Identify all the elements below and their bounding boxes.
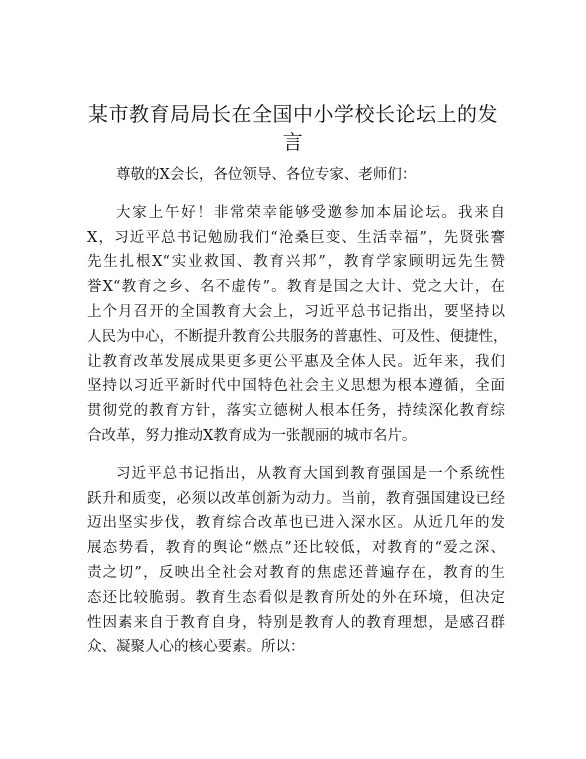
paragraph-spacer [87, 188, 505, 201]
paragraph-line: 合改革，努力推动X教育成为一张靓丽的城市名片。 [87, 427, 417, 444]
paragraph-line: 让教育改革发展成果更多更公平惠及全体人民。近年来，我们 [87, 353, 505, 370]
paragraph-line: 性因素来自于教育自身，特别是教育人的教育理想，是感召群 [87, 614, 505, 631]
paragraph-line: 跃升和质变，必须以改革创新为动力。当前，教育强国建设已经 [87, 490, 505, 507]
paragraph-line: 人民为中心，不断提升教育公共服务的普惠性、可及性、便捷性， [87, 328, 508, 345]
document-body [87, 163, 508, 660]
paragraph-line: 誉X“教育之乡、名不虚传”。教育是国之大计、党之大计，在 [87, 279, 505, 296]
paragraph-line: 习近平总书记指出，从教育大国到教育强国是一个系统性 [116, 465, 505, 482]
paragraph-line: X，习近平总书记勉励我们“沧桑巨变、生活幸福”，先贤张謇 [87, 229, 505, 246]
paragraph-2 [87, 462, 505, 660]
document-title [86, 100, 500, 156]
paragraph-line: 贯彻党的教育方针，落实立德树人根本任务，持续深化教育综 [87, 403, 505, 420]
paragraph-1 [87, 201, 508, 449]
paragraph-line: 展态势看，教育的舆论“燃点”还比较低，对教育的“爱之深、 [87, 540, 505, 557]
paragraph-line: 上个月召开的全国教育大会上，习近平总书记指出，要坚持以 [87, 303, 505, 320]
paragraph-line: 坚持以习近平新时代中国特色社会主义思想为根本遵循，全面 [87, 378, 505, 395]
title-line: 言 [282, 130, 304, 154]
paragraph-line: 众、凝聚人心的核心要素。所以： [87, 639, 305, 656]
paragraph-line: 迈出坚实步伐，教育综合改革也已进入深水区。从近几年的发 [87, 515, 505, 532]
paragraph-line: 大家上午好！非常荣幸能够受邀参加本届论坛。我来自 [116, 204, 505, 221]
paragraph-line: 责之切”，反映出全社会对教育的焦虑还普遍存在，教育的生 [87, 564, 505, 581]
paragraph-line: 先生扎根X“实业救国、教育兴邦”，教育学家顾明远先生赞 [87, 254, 505, 271]
paragraph-line: 态还比较脆弱。教育生态看似是教育所处的外在环境，但决定 [87, 589, 505, 606]
paragraph-spacer [87, 449, 505, 462]
title-line: 某市教育局局长在全国中小学校长论坛上的发 [88, 102, 498, 126]
salutation: 尊敬的X会长，各位领导、各位专家、老师们： [116, 167, 417, 183]
